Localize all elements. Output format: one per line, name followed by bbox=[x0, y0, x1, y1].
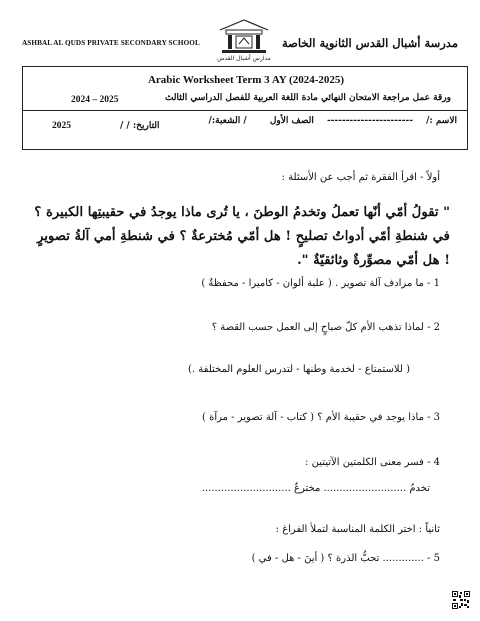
worksheet-info-box bbox=[22, 66, 468, 150]
school-logo-icon bbox=[214, 16, 274, 62]
student-fields-row bbox=[33, 116, 457, 126]
date-year: 2025 bbox=[52, 121, 71, 131]
question-3: 3 - ماذا يوجد في حقيبة الأم ؟ ( كتاب - آلة تصوير - مرآة ) bbox=[202, 412, 440, 423]
section-label[interactable]: / الشعبة:/ bbox=[208, 116, 247, 126]
logo-text: مدارس أشبال القدس bbox=[217, 55, 271, 62]
question-2: 2 - لماذا تذهب الأم كلّ صباحٍ إلى العمل حسب القصة ؟ bbox=[211, 322, 440, 333]
question-1: 1 - ما مرادف آلة تصوير . ( علبة ألوان - كاميرا - محفظةٌ ) bbox=[201, 278, 440, 289]
name-blank[interactable]: ----------------------- bbox=[327, 116, 413, 126]
name-label: الاسم :/ bbox=[426, 116, 457, 126]
worksheet-subtitle: ورقة عمل مراجعة الامتحان النهائي مادة اللغة العربية للفصل الدراسي الثالث bbox=[164, 93, 451, 103]
section-one-heading: أولاً - اقرأ الفقرة ثم أجب عن الأسئلة : bbox=[281, 172, 440, 183]
section-two-heading: ثانياً : اختر الكلمة المناسبة لتملأ الفراغ : bbox=[275, 524, 440, 535]
date-label[interactable]: التاريخ: / / bbox=[120, 121, 160, 131]
academic-year: 2024 – 2025 bbox=[71, 95, 119, 105]
question-4-blanks[interactable]: تخدمُ .......................... مخترعٌ ............................ bbox=[201, 483, 430, 494]
school-name-arabic: مدرسة أشبال القدس الثانوية الخاصة bbox=[281, 36, 458, 50]
grade-label: الصف الأول bbox=[269, 116, 314, 126]
school-name-english: ASHBAL AL QUDS PRIVATE SECONDARY SCHOOL bbox=[22, 39, 200, 47]
question-5[interactable]: 5 - ............. تحبُّ الذرة ؟ ( أينَ - هل - في ) bbox=[251, 553, 440, 564]
box-divider bbox=[23, 110, 467, 111]
question-4: 4 - فسر معنى الكلمتين الآتيتين : bbox=[305, 457, 440, 468]
worksheet-title: Arabic Worksheet Term 3 AY (2024-2025) bbox=[147, 74, 345, 86]
qr-code-icon bbox=[452, 591, 470, 609]
reading-passage: " تقولُ أمّي أنّها تعملُ وتخدمُ الوطنَ ، يا تُرى ماذا يوجدُ في حقيبتِها الكبيرة ؟ في شنطةِ أمّي أدواتُ تصليحٍ ! هل أمّي مُخترعةٌ ؟ في شنطةِ أمي آلةُ تصويرٍ ! هل أمّي مصوِّرةٌ وثائقيّةٌ ". bbox=[34, 205, 450, 268]
question-2-options: ( للاستمتاع - لخدمة وطنها - لتدرس العلوم المختلفة .) bbox=[188, 364, 410, 375]
